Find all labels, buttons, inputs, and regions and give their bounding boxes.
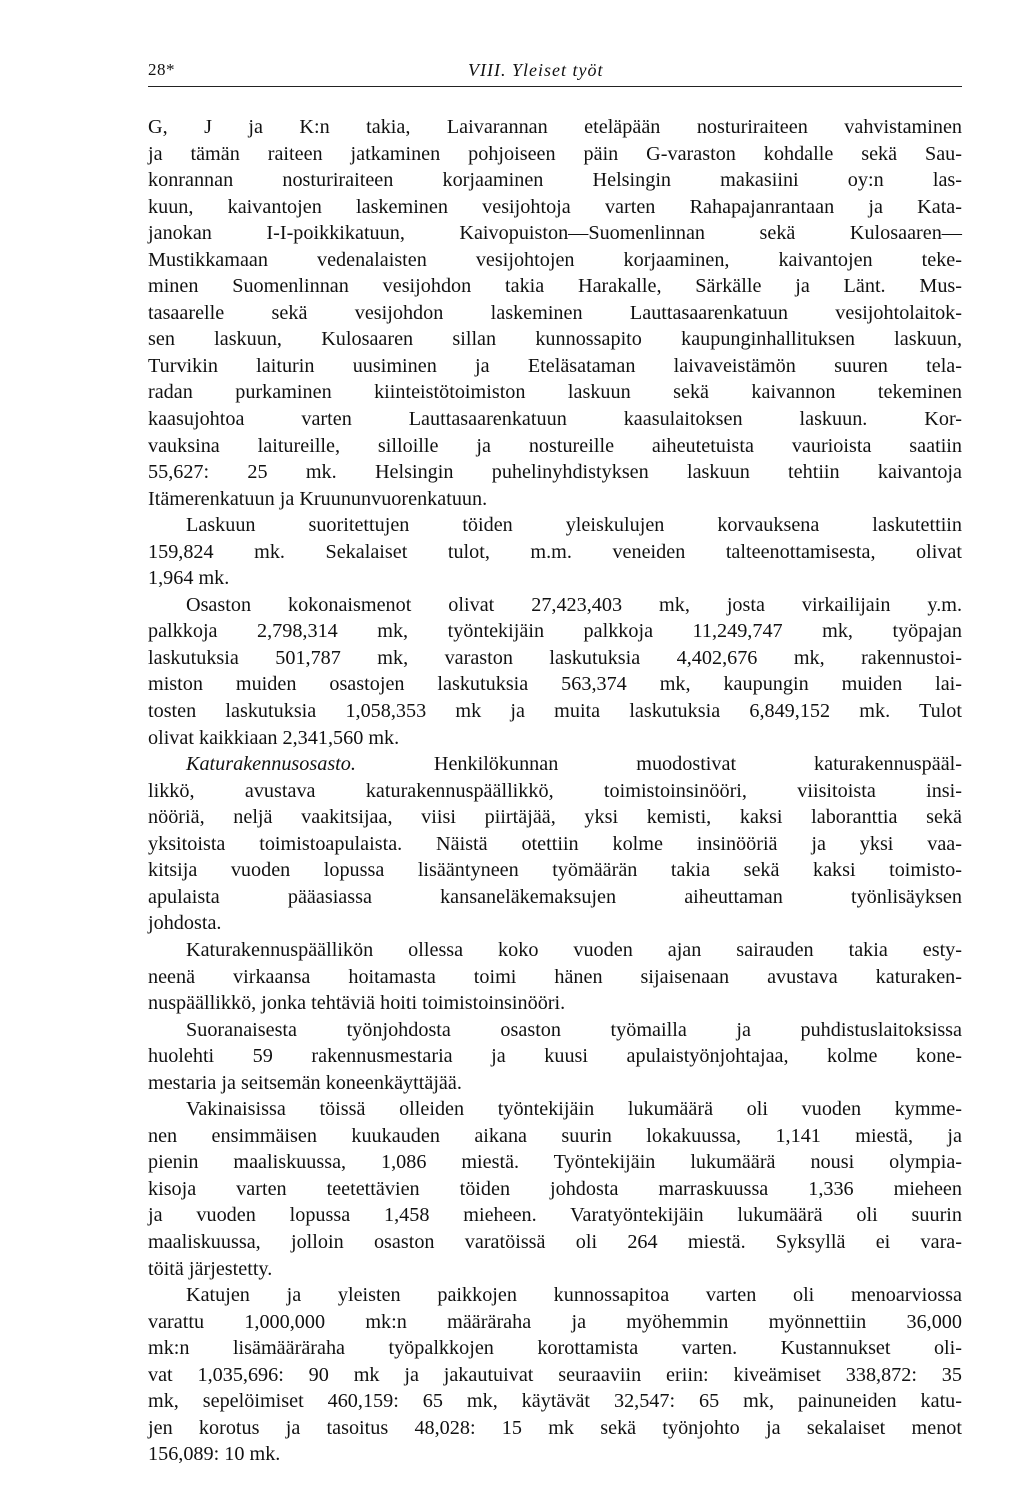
line-text: 156,089: 10 mk. xyxy=(148,1443,281,1466)
text-line xyxy=(148,539,962,566)
text-line xyxy=(148,751,962,778)
text-line xyxy=(148,1388,962,1415)
text-line xyxy=(148,964,962,991)
line-text: Laskuun suoritettujen töiden yleiskulujen korvauksena laskutettiin xyxy=(186,514,962,537)
line-text: tosten laskutuksia 1,058,353 mk ja muita laskutuksia 6,849,152 mk. Tulot xyxy=(148,700,962,723)
line-text: radan purkaminen kiinteistötoimiston laskuun sekä kaivannon tekeminen xyxy=(148,381,962,404)
text-line xyxy=(148,884,962,911)
line-text: janokan I-I-poikkikatuun, Kaivopuiston—Suomenlinnan sekä Kulosaaren— xyxy=(148,222,962,245)
line-text: maaliskuussa, jolloin osaston varatöissä oli 264 miestä. Syksyllä ei vara- xyxy=(148,1230,962,1253)
line-text: vauksina laitureille, silloille ja nostureille aiheutetuista vaurioista saatiin xyxy=(148,434,962,457)
line-text: 1,964 mk. xyxy=(148,567,230,590)
line-text: mestaria ja seitsemän koneenkäyttäjää. xyxy=(148,1071,462,1094)
text-line xyxy=(148,300,962,327)
text-line xyxy=(148,1309,962,1336)
text-line xyxy=(148,910,962,937)
text-line xyxy=(148,592,962,619)
text-line xyxy=(148,990,962,1017)
line-text: mk:n lisämääräraha työpalkkojen korottamista varten. Kustannukset oli- xyxy=(148,1337,962,1360)
line-text: vat 1,035,696: 90 mk ja jakautuivat seuraaviin eriin: kiveämiset 338,872: 35 xyxy=(148,1363,962,1386)
line-text: pienin maaliskuussa, 1,086 miestä. Työntekijäin lukumäärä nousi olympia- xyxy=(148,1151,962,1174)
line-text: Vakinaisissa töissä olleiden työntekijäin lukumäärä oli vuoden kymme- xyxy=(186,1098,962,1121)
text-line xyxy=(148,645,962,672)
line-text: kisoja varten teetettävien töiden johdosta marraskuussa 1,336 mieheen xyxy=(148,1177,962,1200)
text-line xyxy=(148,618,962,645)
line-text: Turvikin laiturin uusiminen ja Eteläsataman laivaveistämön suuren tela- xyxy=(148,354,962,377)
line-text: ja vuoden lopussa 1,458 mieheen. Varatyöntekijäin lukumäärä oli suurin xyxy=(148,1204,962,1227)
text-line xyxy=(148,141,962,168)
line-text: 159,824 mk. Sekalaiset tulot, m.m. veneiden talteenottamisesta, olivat xyxy=(148,540,962,563)
line-text: huolehti 59 rakennusmestaria ja kuusi apulaistyönjohtajaa, kolme kone- xyxy=(148,1045,962,1068)
line-text: tasaarelle sekä vesijohdon laskeminen Lauttasaarenkatuun vesijohtolaitok- xyxy=(148,301,962,324)
page-header xyxy=(148,60,962,86)
text-line xyxy=(148,512,962,539)
text-line xyxy=(148,1176,962,1203)
line-text: töitä järjestetty. xyxy=(148,1257,273,1280)
line-text: mk, sepelöimiset 460,159: 65 mk, käytävät 32,547: 65 mk, painuneiden katu- xyxy=(148,1390,962,1413)
line-text: ja tämän raiteen jatkaminen pohjoiseen päin G-varaston kohdalle sekä Sau- xyxy=(148,142,962,165)
line-text: Katurakennuspäällikön ollessa koko vuoden ajan sairauden takia esty- xyxy=(186,938,962,961)
text-line xyxy=(148,671,962,698)
text-line xyxy=(148,1335,962,1362)
line-text: varattu 1,000,000 mk:n määräraha ja myöhemmin myönnettiin 36,000 xyxy=(148,1310,962,1333)
line-text: johdosta. xyxy=(148,912,222,935)
line-text: Mustikkamaan vedenalaisten vesijohtojen korjaaminen, kaivantojen teke- xyxy=(148,248,962,271)
text-line xyxy=(148,1256,962,1283)
header-rule xyxy=(148,86,962,87)
text-line xyxy=(148,406,962,433)
text-line xyxy=(148,1362,962,1389)
line-text: yksitoista toimistoapulaista. Näistä otettiin kolme insinööriä ja yksi vaa- xyxy=(148,832,962,855)
text-line xyxy=(148,1043,962,1070)
text-line xyxy=(148,1070,962,1097)
text-line xyxy=(148,1441,962,1468)
line-text: nen ensimmäisen kuukauden aikana suurin lokakuussa, 1,141 miestä, ja xyxy=(148,1124,962,1147)
text-line xyxy=(148,804,962,831)
text-line xyxy=(148,937,962,964)
text-line xyxy=(148,857,962,884)
line-text: kuun, kaivantojen laskeminen vesijohtoja varten Rahapajanrantaan ja Kata- xyxy=(148,195,962,218)
line-text: neenä virkaansa hoitamasta toimi hänen sijaisenaan avustava katuraken- xyxy=(148,965,962,988)
text-line xyxy=(148,1229,962,1256)
line-text: nööriä, neljä vaakitsijaa, viisi piirtäjää, yksi kemisti, kaksi laboranttia sekä xyxy=(148,806,962,829)
line-text: Henkilökunnan muodostivat katurakennuspääl- xyxy=(355,753,962,776)
text-line xyxy=(148,1017,962,1044)
text-line xyxy=(148,725,962,752)
line-text: apulaista pääasiassa kansaneläkemaksujen aiheuttaman työnlisäyksen xyxy=(148,885,962,908)
text-line xyxy=(148,565,962,592)
text-line xyxy=(148,353,962,380)
text-line xyxy=(148,194,962,221)
section-heading-inline: Katurakennusosasto. xyxy=(186,753,356,776)
line-text: konrannan nosturiraiteen korjaaminen Helsingin makasiini oy:n las- xyxy=(148,169,962,192)
text-line xyxy=(148,1415,962,1442)
line-text: minen Suomenlinnan vesijohdon takia Harakalle, Särkälle ja Länt. Mus- xyxy=(148,275,962,298)
text-line xyxy=(148,1202,962,1229)
line-text: miston muiden osastojen laskutuksia 563,374 mk, kaupungin muiden lai- xyxy=(148,673,962,696)
text-line xyxy=(148,379,962,406)
text-line xyxy=(148,1282,962,1309)
text-line xyxy=(148,114,962,141)
line-text: Katujen ja yleisten paikkojen kunnossapitoa varten oli menoarviossa xyxy=(186,1284,962,1307)
text-line xyxy=(148,1123,962,1150)
text-line xyxy=(148,220,962,247)
text-line xyxy=(148,778,962,805)
line-text: laskutuksia 501,787 mk, varaston laskutuksia 4,402,676 mk, rakennustoi- xyxy=(148,646,962,669)
line-text: 55,627: 25 mk. Helsingin puhelinyhdistyksen laskuun tehtiin kaivantoja xyxy=(148,461,962,484)
text-line xyxy=(148,831,962,858)
text-line xyxy=(148,459,962,486)
text-line xyxy=(148,433,962,460)
line-text: Suoranaisesta työnjohdosta osaston työmailla ja puhdistuslaitoksissa xyxy=(186,1018,962,1041)
page-number: 28* xyxy=(148,60,175,79)
line-text: Itämerenkatuun ja Kruununvuorenkatuun. xyxy=(148,487,488,510)
line-text: likkö, avustava katurakennuspäällikkö, toimistoinsinööri, viisitoista insi- xyxy=(148,779,962,802)
line-text: Osaston kokonaismenot olivat 27,423,403 mk, josta virkailijain y.m. xyxy=(186,593,962,616)
text-line xyxy=(148,247,962,274)
text-line xyxy=(148,1096,962,1123)
line-text: G, J ja K:n takia, Laivarannan eteläpään nosturiraiteen vahvistaminen xyxy=(148,116,962,138)
text-line xyxy=(148,167,962,194)
text-line xyxy=(148,273,962,300)
line-text: palkkoja 2,798,314 mk, työntekijäin palkkoja 11,249,747 mk, työpajan xyxy=(148,620,962,643)
line-text: nuspäällikkö, jonka tehtäviä hoiti toimistoinsinööri. xyxy=(148,992,566,1015)
line-text: kitsija vuoden lopussa lisääntyneen työmäärän takia sekä kaksi toimisto- xyxy=(148,859,962,882)
text-line xyxy=(148,326,962,353)
line-text: kaasujohtoa varten Lauttasaarenkatuun kaasulaitoksen laskuun. Kor- xyxy=(148,408,962,431)
text-line xyxy=(148,486,962,513)
text-line xyxy=(148,698,962,725)
line-text: sen laskuun, Kulosaaren sillan kunnossapito kaupunginhallituksen laskuun, xyxy=(148,328,962,351)
text-line xyxy=(148,1149,962,1176)
running-head: VIII. Yleiset työt xyxy=(468,60,604,80)
body-text xyxy=(148,114,962,1468)
line-text: olivat kaikkiaan 2,341,560 mk. xyxy=(148,726,400,749)
line-text: jen korotus ja tasoitus 48,028: 15 mk sekä työnjohto ja sekalaiset menot xyxy=(148,1416,962,1439)
